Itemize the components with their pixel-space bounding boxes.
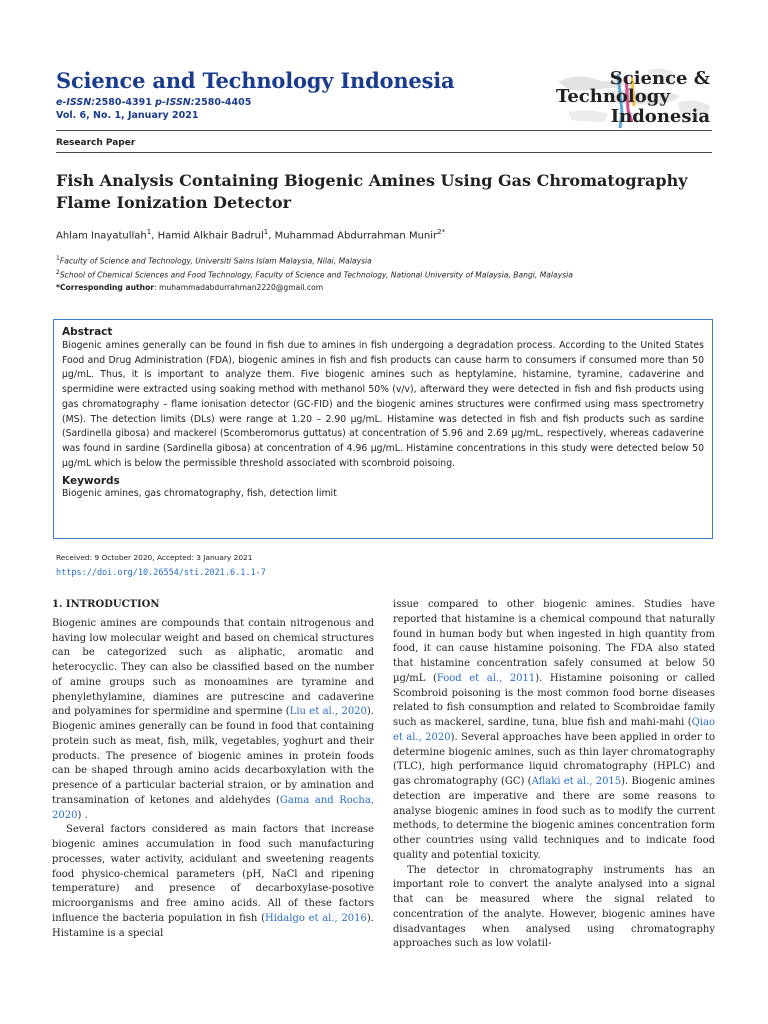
paragraph-text: Several factors considered as main factors that increase biogenic amines accumulation in food such manufacturing processes, water activity, acidulant and sweetening reagents food physico-chemical parameters (pH, NaCl and ripening temperature) and presence of decarboxylase-posotive microorganisms and free amino acids. All of these factors influence the bacteria population in fish ( [52, 824, 374, 924]
paragraph: The detector in chromatography instruments has an important role to convert the analyte analysed into a signal that can be measured where the signal related to concentration of the analyte. However, biogenic amines have disadvantages when analysed using chromatography approaches such as low volatil- [393, 864, 715, 950]
logo-text-line3: Indonesia [610, 106, 710, 127]
issn-line [56, 97, 251, 108]
pissn-label: p-ISSN: [155, 97, 195, 108]
body-column-left [52, 598, 374, 941]
affiliation-mark: 2 [56, 269, 60, 276]
paragraph-text: ). Histamine poisoning or called Scombroid poisoning is the most common food borne diseases related to fish consumption and related to Scombroidae family such as mackerel, sardine, tuna, blue fish and mahi-mahi ( [393, 672, 715, 728]
received-dates: Received: 9 October 2020, Accepted: 3 January 2021 [56, 553, 253, 562]
abstract-heading: Abstract [62, 326, 113, 338]
paragraph-text: ). Histamine is a special [52, 912, 374, 939]
affiliation-2 [56, 269, 573, 280]
body-column-right [393, 598, 715, 952]
section-heading: 1. INTRODUCTION [52, 599, 160, 610]
paragraph-text: ). Biogenic amines detection are imperative and there are some reasons to analyse biogenic amines in food such as to modify the current methods, to determine the biogenic amines concentration form other countries using valid techniques and to indicate food quality and potential toxicity. [393, 776, 715, 861]
abstract-box [53, 319, 713, 539]
affiliation-mark: 1 [56, 255, 60, 262]
author-affiliation-mark: 2* [437, 228, 446, 236]
paragraph [52, 617, 374, 824]
logo-text-line1: Science & [609, 68, 710, 89]
author-name: Muhammad Abdurrahman Munir [274, 230, 438, 242]
header-rule-bottom [56, 152, 712, 153]
abstract-text: Biogenic amines generally can be found in fish due to amines in fish undergoing a degradation process. According to the United States Food and Drug Administration (FDA), biogenic amines in fish and fish products can cause harm to consumers if consumed more than 50 µg/mL. Thus, it is important to analyze them. Five biogenic amines such as heptylamine, histamine, tyramine, cadaverine and spermidine were extracted using soaking method with methanol 50% (v/v), afterward they were detected in fish and fish products using gas chromatography – flame ionisation detector (GC-FID) and the biogenic amines structures were confirmed using mass spectrometry (MS). The detection limits (DLs) were range at 1.20 – 2.90 µg/mL. Histamine was detected in fish and fish products such as sardine (Sardinella gibosa) and mackerel (Scomberomorus guttatus) at concentration of 5.96 and 2.69 µg/mL, respectively, whereas cadaverine was found in sardine (Sardinella gibosa) at concentration of 4.96 µg/mL. Histamine concentrations in this study were detected below 50 µg/mL which is below the permissible threshold associated with scombroid poisoing. [62, 340, 704, 469]
corresponding-author [56, 283, 323, 292]
paragraph-text: issue compared to other biogenic amines. Studies have reported that histamine is a chemical compound that naturally found in human body but when ingested in high quantity from food, it can cause histamine poisoning. The FDA also stated that histamine concentration safely consumed at below 50 µg/mL ( [393, 599, 715, 684]
author-affiliation-mark: 1 [146, 228, 152, 236]
paragraph [393, 598, 715, 864]
corresponding-label: *Corresponding author [56, 283, 155, 292]
pissn-value: 2580-4405 [194, 97, 252, 108]
eissn-value: 2580-4391 [95, 97, 152, 108]
eissn-label: e-ISSN: [56, 97, 96, 108]
affiliation-text: Faculty of Science and Technology, Universiti Sains Islam Malaysia, Nilai, Malaysia [59, 256, 372, 266]
citation-link[interactable]: Aflaki et al., 2015 [531, 776, 622, 787]
paragraph [52, 823, 374, 941]
author-list: Ahlam Inayatullah$^1$, Hamid Alkhair Badrul$^1$, Muhammad Abdurrahman Munir$^{2*}$ [56, 228, 446, 242]
journal-title: Science and Technology Indonesia [56, 68, 455, 93]
author-name: Ahlam Inayatullah [56, 230, 147, 242]
author-name: Hamid Alkhair Badrul [157, 230, 264, 242]
logo-text-line2: Technology [556, 86, 670, 107]
paragraph-text: ). Biogenic amines generally can be found in food that containing protein such as meat, fish, milk, vegetables, yoghurt and their products. The presence of biogenic amines in protein foods can be shaped through amino acids decarboxylation with the presence of a particular bacterial straion, or by amination and transamination of ketones and aldehydes ( [52, 706, 374, 806]
citation-link[interactable]: Food et al., 2011 [436, 672, 536, 684]
author-affiliation-mark: 1 [263, 228, 269, 236]
affiliation-1 [56, 255, 372, 266]
volume-info: Vol. 6, No. 1, January 2021 [56, 110, 199, 121]
article-title: Fish Analysis Containing Biogenic Amines Using Gas Chromatography Flame Ionization Detector [56, 171, 688, 212]
citation-link[interactable]: Qiao et al., 2020 [393, 717, 715, 743]
doi-link[interactable]: https://doi.org/10.26554/sti.2021.6.1.1-7 [56, 568, 266, 578]
citation-link[interactable]: Hidalgo et al., 2016 [264, 912, 367, 924]
keywords-text: Biogenic amines, gas chromatography, fish, detection limit [62, 488, 337, 500]
citation-link[interactable]: Gama and Rocha, 2020 [52, 794, 374, 821]
paragraph-text: ). Several approaches have been applied in order to determine biogenic amines, such as thin layer chromatography (TLC), high performance liquid chromatography (HPLC) and gas chromatography (GC) ( [393, 731, 715, 787]
corresponding-email: : muhammadabdurrahman2220@gmail.com [154, 283, 324, 292]
paragraph-text: Biogenic amines are compounds that contain nitrogenous and having low molecular weight and based on chemical structures can be categorized such as aliphatic, aromatic and heterocyclic. They can also be classified based on the number of amine groups such as monoamines are tyramine and phenylethylamine, diamines are putrescine and cadaverine and polyamines for spermidine and spermine ( [52, 617, 374, 718]
citation-link[interactable]: Liu et al., 2020 [289, 706, 367, 718]
journal-logo [548, 62, 718, 134]
header-rule-top [56, 130, 712, 131]
keywords-heading: Keywords [62, 475, 120, 488]
paper-type: Research Paper [56, 138, 136, 148]
paragraph-text: ) . [77, 809, 88, 821]
affiliation-text: School of Chemical Sciences and Food Technology, Faculty of Science and Technology, National University of Malaysia, Bangi, Malaysia [59, 270, 573, 280]
